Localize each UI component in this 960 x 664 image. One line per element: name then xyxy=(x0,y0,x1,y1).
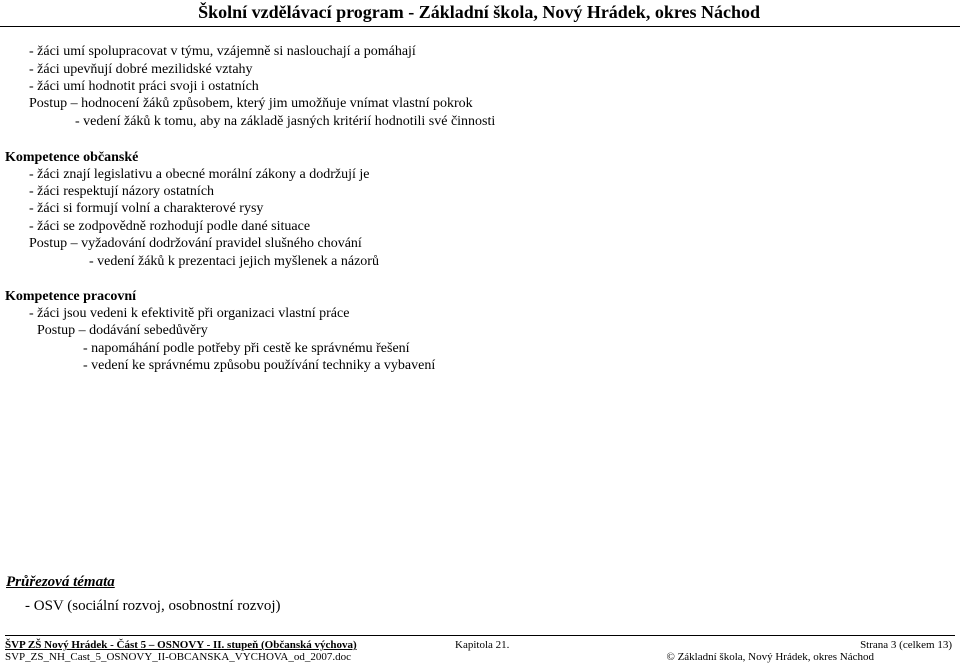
footer-divider xyxy=(5,635,955,636)
footer-document-title: ŠVP ZŠ Nový Hrádek - Část 5 – OSNOVY - II. stupeň (Občanská výchova) xyxy=(5,639,357,651)
text-line: - žáci se zodpovědně rozhodují podle dané situace xyxy=(29,219,311,234)
cross-topics-title: Průřezová témata xyxy=(6,574,115,590)
text-line: Postup – hodnocení žáků způsobem, který jim umožňuje vnímat vlastní pokrok xyxy=(29,96,473,111)
footer-filename: SVP_ZS_NH_Cast_5_OSNOVY_II-OBCANSKA_VYCHOVA_od_2007.doc xyxy=(5,651,352,663)
header-title: Školní vzdělávací program - Základní škola, Nový Hrádek, okres Náchod xyxy=(198,2,760,22)
text-line: - žáci umí spolupracovat v týmu, vzájemně si naslouchají a pomáhají xyxy=(29,44,416,59)
text-line: - žáci jsou vedeni k efektivitě při organizaci vlastní práce xyxy=(29,306,350,321)
text-line: - napomáhání podle potřeby při cestě ke správnému řešení xyxy=(83,341,410,356)
text-line: - vedení ke správnému způsobu používání techniky a vybavení xyxy=(83,358,436,373)
footer-copyright: © Základní škola, Nový Hrádek, okres Náchod xyxy=(666,651,874,663)
cross-topics-item: - OSV (sociální rozvoj, osobnostní rozvoj) xyxy=(25,598,281,614)
text-line: - žáci umí hodnotit práci svoji i ostatních xyxy=(29,79,259,94)
section-heading-work: Kompetence pracovní xyxy=(5,289,137,304)
text-line: - žáci respektují názory ostatních xyxy=(29,184,215,199)
text-line: - vedení žáků k tomu, aby na základě jasných kritérií hodnotili své činnosti xyxy=(75,114,496,129)
text-line: Postup – dodávání sebedůvěry xyxy=(37,323,208,338)
text-line: - žáci znají legislativu a obecné morální zákony a dodržují je xyxy=(29,167,370,182)
text-line: - žáci si formují volní a charakterové rysy xyxy=(29,201,264,216)
text-line: - žáci upevňují dobré mezilidské vztahy xyxy=(29,62,253,77)
footer-chapter: Kapitola 21. xyxy=(455,639,510,651)
section-heading-civic: Kompetence občanské xyxy=(5,150,139,165)
page-header xyxy=(0,0,960,27)
text-line: Postup – vyžadování dodržování pravidel slušného chování xyxy=(29,236,362,251)
footer-page-number: Strana 3 (celkem 13) xyxy=(860,639,952,651)
text-line: - vedení žáků k prezentaci jejich myšlenek a názorů xyxy=(89,254,379,269)
